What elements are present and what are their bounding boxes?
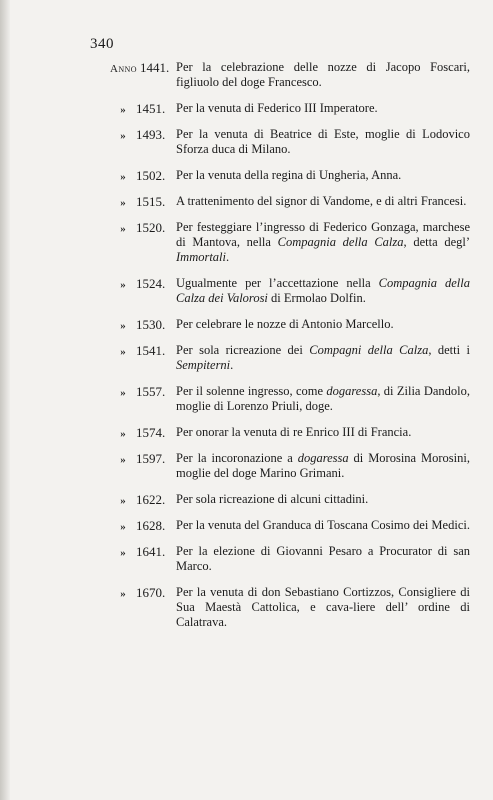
entry-year: 1524. [136,276,166,291]
list-item [110,101,470,116]
entry-year: 1574. [136,425,166,440]
entry-year: 1641. [136,544,166,559]
entry-year: 1670. [136,585,166,600]
entry-text: Per la celebrazione delle nozze di Jacopo Foscari, figliuolo del doge Francesco. [176,60,470,89]
entry-text: Per la venuta del Granduca di Toscana Cosimo dei Medici. [176,518,470,532]
entry-text: Per la venuta di Federico III Imperatore. [176,101,378,115]
list-item [110,585,470,630]
list-item [110,194,470,209]
ditto-mark: » [120,223,126,235]
entry-text: Per la venuta della regina di Ungheria, Anna. [176,168,402,182]
ditto-mark: » [120,346,126,358]
list-item [110,384,470,414]
entry-year: 1493. [136,127,166,142]
entry-year: 1597. [136,451,166,466]
list-item [110,425,470,440]
ditto-mark: » [120,547,126,559]
entry-year: 1541. [136,343,166,358]
entry-year: 1451. [136,101,166,116]
entry-year: 1520. [136,220,166,235]
list-item [110,492,470,507]
entry-text: Per la venuta di don Sebastiano Cortizzos, Consigliere di Sua Maestà Cattolica, e cava-liere dell’ ordine di Calatrava. [176,585,471,629]
list-item [110,276,470,306]
ditto-mark: » [120,171,126,183]
entry-text: Per sola ricreazione dei Compagni della Calza, detti i Sempiterni. [176,343,470,372]
entry-text: A trattenimento del signor di Vandome, e di altri Francesi. [176,194,467,208]
entry-year: 1502. [136,168,166,183]
ditto-mark: » [120,279,126,291]
entry-year: 1515. [136,194,166,209]
ditto-mark: » [120,130,126,142]
ditto-mark: » [120,320,126,332]
anno-label: Anno [110,63,137,75]
entry-text: Ugualmente per l’accettazione nella Compagnia della Calza dei Valorosi di Ermolao Dolfin. [176,276,470,305]
entry-year: 1557. [136,384,166,399]
entry-year: 1628. [136,518,166,533]
list-item [110,60,470,90]
page-gutter [0,0,10,800]
entry-year: 1530. [136,317,166,332]
ditto-mark: » [120,387,126,399]
ditto-mark: » [120,428,126,440]
entry-text: Per la elezione di Giovanni Pesaro a Procurator di san Marco. [176,544,471,573]
list-item [110,451,470,481]
entry-text: Per sola ricreazione di alcuni cittadini. [176,492,369,506]
ditto-mark: » [120,521,126,533]
list-item [110,518,470,533]
ditto-mark: » [120,104,126,116]
ditto-mark: » [120,454,126,466]
entry-text: Per celebrare le nozze di Antonio Marcello. [176,317,394,331]
page-number: 340 [90,36,114,52]
ditto-mark: » [120,495,126,507]
list-item [110,127,470,157]
list-item [110,168,470,183]
list-item [110,317,470,332]
list-item [110,544,470,574]
list-item [110,220,470,265]
list-item [110,343,470,373]
ditto-mark: » [120,197,126,209]
entry-list [110,60,470,641]
entry-text: Per festeggiare l’ingresso di Federico Gonzaga, marchese di Mantova, nella Compagnia della Calza, detta degl’ Immortali. [176,220,471,264]
entry-text: Per la venuta di Beatrice di Este, moglie di Lodovico Sforza duca di Milano. [176,127,470,156]
entry-year: 1622. [136,492,166,507]
entry-text: Per onorar la venuta di re Enrico III di Francia. [176,425,412,439]
entry-text: Per il solenne ingresso, come dogaressa, di Zilia Dandolo, moglie di Lorenzo Priuli, doge. [176,384,470,413]
entry-year: 1441. [140,60,170,75]
entry-text: Per la incoronazione a dogaressa di Morosina Morosini, moglie del doge Marino Grimani. [176,451,470,480]
ditto-mark: » [120,588,126,600]
